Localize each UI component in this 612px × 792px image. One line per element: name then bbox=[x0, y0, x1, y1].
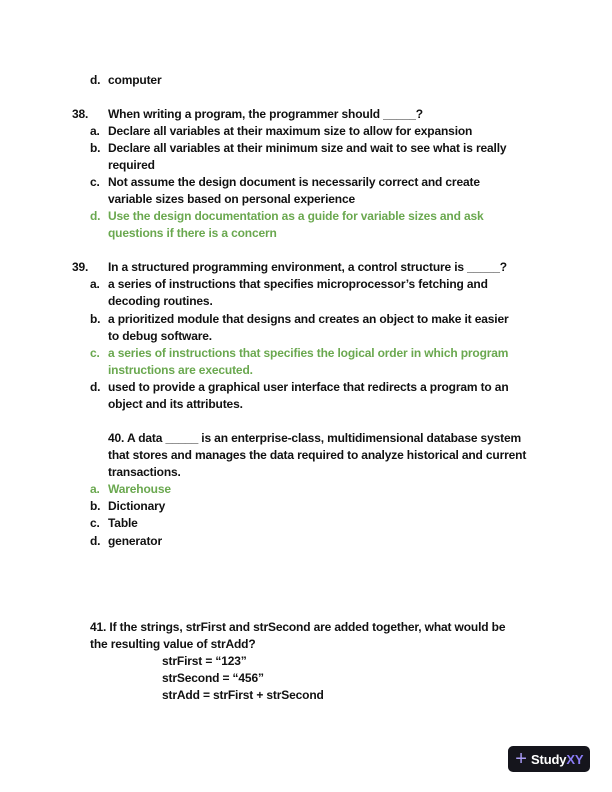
item-marker: d. bbox=[90, 73, 101, 87]
line-text: 40. A data _____ is an enterprise-class, multidimensional database system bbox=[108, 431, 522, 445]
line-text: the resulting value of strAdd? bbox=[90, 637, 256, 651]
text-line bbox=[90, 619, 505, 636]
line-text: a series of instructions that specifies microprocessor’s fetching and bbox=[108, 277, 488, 291]
line-text: Table bbox=[108, 516, 138, 530]
text-line bbox=[90, 191, 355, 208]
text-line bbox=[90, 157, 155, 174]
line-text: Use the design documentation as a guide for variable sizes and ask bbox=[108, 209, 484, 223]
line-text: a prioritized module that designs and creates an object to make it easier bbox=[108, 312, 509, 326]
item-marker: 39. bbox=[72, 260, 89, 274]
line-text: Declare all variables at their minimum size and wait to see what is really bbox=[108, 141, 507, 155]
line-text: In a structured programming environment, a control structure is _____? bbox=[108, 260, 507, 274]
line-text: strAdd = strFirst + strSecond bbox=[162, 688, 324, 702]
item-marker: a. bbox=[90, 482, 100, 496]
text-line bbox=[90, 293, 213, 310]
item-marker: d. bbox=[90, 209, 101, 223]
text-line bbox=[162, 653, 247, 670]
correct-answer-line bbox=[90, 208, 484, 225]
line-text: variable sizes based on personal experience bbox=[108, 192, 356, 206]
line-text: Warehouse bbox=[108, 482, 171, 496]
line-text: that stores and manages the data required to analyze historical and current bbox=[108, 448, 527, 462]
plus-icon: + bbox=[515, 748, 527, 770]
correct-answer-line bbox=[90, 362, 253, 379]
item-marker: b. bbox=[90, 141, 101, 155]
text-line bbox=[162, 687, 324, 704]
line-text: to debug software. bbox=[108, 329, 212, 343]
logo-brand: Study bbox=[531, 751, 567, 767]
text-line bbox=[108, 464, 181, 481]
line-text: Declare all variables at their maximum size to allow for expansion bbox=[108, 124, 473, 138]
item-marker: c. bbox=[90, 346, 100, 360]
line-text: computer bbox=[108, 73, 162, 87]
line-text: required bbox=[108, 158, 155, 172]
text-line bbox=[90, 311, 509, 328]
line-text: Dictionary bbox=[108, 499, 166, 513]
text-line bbox=[72, 106, 423, 123]
line-text: used to provide a graphical user interface that redirects a program to an bbox=[108, 380, 509, 394]
correct-answer-line bbox=[90, 481, 171, 498]
correct-answer-line bbox=[90, 345, 508, 362]
item-marker: b. bbox=[90, 499, 101, 513]
line-text: strSecond = “456” bbox=[162, 671, 264, 685]
text-line bbox=[90, 123, 472, 140]
text-line bbox=[90, 276, 488, 293]
line-text: Not assume the design document is necessarily correct and create bbox=[108, 175, 480, 189]
line-text: decoding routines. bbox=[108, 294, 213, 308]
text-line bbox=[72, 259, 507, 276]
line-text: transactions. bbox=[108, 465, 181, 479]
text-line bbox=[108, 430, 521, 447]
text-line bbox=[90, 515, 138, 532]
item-marker: d. bbox=[90, 380, 101, 394]
text-line bbox=[90, 379, 509, 396]
line-text: object and its attributes. bbox=[108, 397, 243, 411]
line-text: 41. If the strings, strFirst and strSecond are added together, what would be bbox=[90, 620, 506, 634]
logo-brand-accent: XY bbox=[566, 751, 584, 767]
text-line bbox=[90, 328, 212, 345]
text-line bbox=[90, 396, 243, 413]
line-text: generator bbox=[108, 534, 162, 548]
studyxy-logo bbox=[508, 746, 590, 772]
item-marker: 38. bbox=[72, 107, 89, 121]
item-marker: c. bbox=[90, 516, 100, 530]
text-line bbox=[90, 636, 256, 653]
item-marker: d. bbox=[90, 534, 101, 548]
text-line bbox=[162, 670, 264, 687]
item-marker: a. bbox=[90, 277, 100, 291]
line-text: strFirst = “123” bbox=[162, 654, 247, 668]
correct-answer-line bbox=[90, 225, 277, 242]
text-line bbox=[90, 498, 165, 515]
line-text: a series of instructions that specifies the logical order in which program bbox=[108, 346, 509, 360]
item-marker: a. bbox=[90, 124, 100, 138]
line-text: questions if there is a concern bbox=[108, 226, 277, 240]
text-line bbox=[90, 174, 480, 191]
item-marker: c. bbox=[90, 175, 100, 189]
text-line bbox=[90, 72, 161, 89]
text-line bbox=[90, 140, 506, 157]
line-text: When writing a program, the programmer should _____? bbox=[108, 107, 423, 121]
text-line bbox=[90, 533, 162, 550]
text-line bbox=[108, 447, 526, 464]
item-marker: b. bbox=[90, 312, 101, 326]
line-text: instructions are executed. bbox=[108, 363, 253, 377]
